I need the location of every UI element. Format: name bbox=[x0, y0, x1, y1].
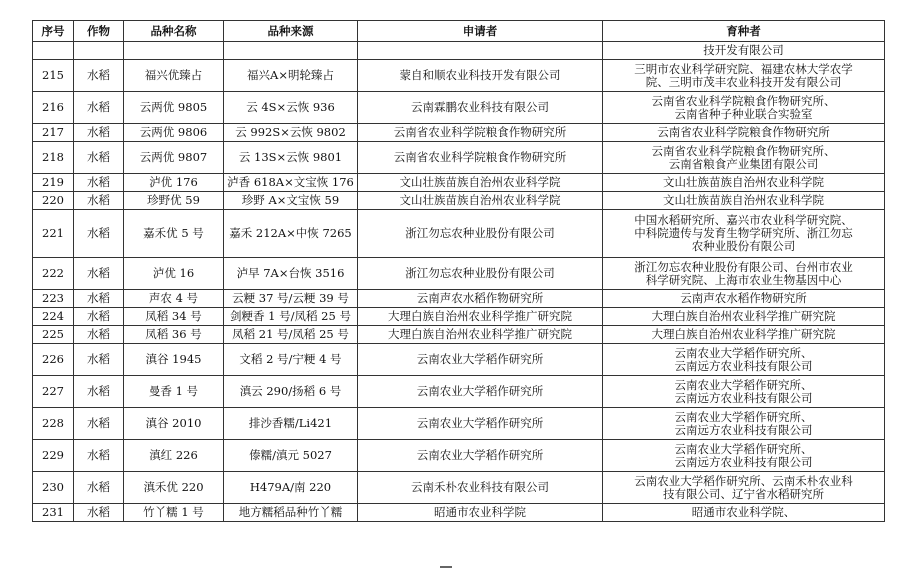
cell-variety-source: 排沙香糯/Li421 bbox=[224, 408, 358, 440]
table-row bbox=[33, 142, 885, 174]
cell-variety-name: 珍野优 59 bbox=[124, 192, 224, 210]
table-row bbox=[33, 408, 885, 440]
header-variety-name: 品种名称 bbox=[124, 21, 224, 42]
cell-variety-source: 福兴A×明轮臻占 bbox=[224, 60, 358, 92]
cell-variety-name: 云两优 9807 bbox=[124, 142, 224, 174]
cell-variety-source: 剑粳香 1 号/凤稻 25 号 bbox=[224, 308, 358, 326]
cell-crop: 水稻 bbox=[74, 472, 124, 504]
cell-variety-source: 云 992S×云恢 9802 bbox=[224, 124, 358, 142]
header-variety-source: 品种来源 bbox=[224, 21, 358, 42]
breeder-line: 科学研究院、上海市农业生物基因中心 bbox=[645, 272, 842, 287]
cell-crop: 水稻 bbox=[74, 290, 124, 308]
cell-applicant: 云南霖鹏农业科技有限公司 bbox=[358, 92, 603, 124]
breeder-line: 昭通市农业科学院、 bbox=[691, 505, 796, 519]
cell-number: 218 bbox=[33, 142, 74, 174]
breeder-line: 云南远方农业科技有限公司 bbox=[674, 422, 813, 437]
cell-number: 231 bbox=[33, 504, 74, 522]
cell-variety-name: 滇禾优 220 bbox=[124, 472, 224, 504]
breeder-line: 技有限公司、辽宁省水稻研究所 bbox=[663, 486, 824, 501]
table-row bbox=[33, 174, 885, 192]
cell-breeder bbox=[603, 258, 885, 290]
cell-variety-name: 泸优 176 bbox=[124, 174, 224, 192]
cell-applicant: 云南农业大学稻作研究所 bbox=[358, 408, 603, 440]
cell-variety-source: 文稻 2 号/宁粳 4 号 bbox=[224, 344, 358, 376]
cell-variety-name: 云两优 9806 bbox=[124, 124, 224, 142]
cell-variety-name: 云两优 9805 bbox=[124, 92, 224, 124]
cell-variety-name bbox=[124, 42, 224, 60]
cell-variety-source: 地方糯稻品种竹丫糯 bbox=[224, 504, 358, 522]
cell-variety-name: 福兴优臻占 bbox=[124, 60, 224, 92]
cell-crop: 水稻 bbox=[74, 192, 124, 210]
cell-number: 223 bbox=[33, 290, 74, 308]
table-row bbox=[33, 376, 885, 408]
cell-breeder bbox=[603, 472, 885, 504]
cell-variety-source: 泸香 618A×文宝恢 176 bbox=[224, 174, 358, 192]
cell-variety-name: 竹丫糯 1 号 bbox=[124, 504, 224, 522]
cell-applicant: 大理白族自治州农业科学推广研究院 bbox=[358, 308, 603, 326]
cell-breeder bbox=[603, 42, 885, 60]
breeder-line: 中科院遗传与发育生物学研究所、浙江勿忘 bbox=[634, 226, 853, 240]
breeder-line: 云南省种子种业联合实验室 bbox=[674, 106, 813, 121]
header-breeder: 育种者 bbox=[603, 21, 885, 42]
cell-number: 222 bbox=[33, 258, 74, 290]
cell-variety-source: 凤稻 21 号/凤稻 25 号 bbox=[224, 326, 358, 344]
cell-number: 225 bbox=[33, 326, 74, 344]
table-row bbox=[33, 124, 885, 142]
breeder-line: 文山壮族苗族自治州农业科学院 bbox=[663, 175, 824, 189]
breeder-line: 云南远方农业科技有限公司 bbox=[674, 390, 813, 405]
table-row bbox=[33, 258, 885, 290]
cell-breeder bbox=[603, 308, 885, 326]
cell-applicant: 云南禾朴农业科技有限公司 bbox=[358, 472, 603, 504]
cell-breeder bbox=[603, 142, 885, 174]
table-header-row bbox=[33, 21, 885, 42]
cell-breeder bbox=[603, 440, 885, 472]
breeder-line: 云南农业大学稻作研究所、云南禾朴农业科 bbox=[634, 473, 853, 488]
cell-crop: 水稻 bbox=[74, 258, 124, 290]
cell-number: 219 bbox=[33, 174, 74, 192]
cell-variety-source: 云 13S×云恢 9801 bbox=[224, 142, 358, 174]
cell-variety-source: 珍野 A×文宝恢 59 bbox=[224, 192, 358, 210]
table-row bbox=[33, 42, 885, 60]
cell-variety-source: 傣糯/滇元 5027 bbox=[224, 440, 358, 472]
cell-applicant: 文山壮族苗族自治州农业科学院 bbox=[358, 174, 603, 192]
cell-applicant: 云南省农业科学院粮食作物研究所 bbox=[358, 124, 603, 142]
cell-crop: 水稻 bbox=[74, 142, 124, 174]
cell-crop: 水稻 bbox=[74, 376, 124, 408]
cell-breeder bbox=[603, 290, 885, 308]
cell-variety-source bbox=[224, 42, 358, 60]
table-body bbox=[33, 42, 885, 522]
cell-crop: 水稻 bbox=[74, 344, 124, 376]
table-row bbox=[33, 92, 885, 124]
cell-variety-name: 滇谷 2010 bbox=[124, 408, 224, 440]
cell-applicant: 文山壮族苗族自治州农业科学院 bbox=[358, 192, 603, 210]
header-number: 序号 bbox=[33, 21, 74, 42]
cell-breeder bbox=[603, 344, 885, 376]
table-row bbox=[33, 504, 885, 522]
table-row bbox=[33, 344, 885, 376]
table-row bbox=[33, 290, 885, 308]
breeder-line: 云南远方农业科技有限公司 bbox=[674, 454, 813, 469]
breeder-line: 文山壮族苗族自治州农业科学院 bbox=[663, 193, 824, 207]
table-row bbox=[33, 210, 885, 258]
cell-breeder bbox=[603, 192, 885, 210]
breeder-line: 云南省农业科学院粮食作物研究所、 bbox=[651, 93, 836, 108]
cell-variety-source: 云粳 37 号/云粳 39 号 bbox=[224, 290, 358, 308]
cell-number: 229 bbox=[33, 440, 74, 472]
cell-number: 217 bbox=[33, 124, 74, 142]
cell-variety-source: 嘉禾 212A×中恢 7265 bbox=[224, 210, 358, 258]
cell-number: 230 bbox=[33, 472, 74, 504]
cell-applicant: 云南声农水稻作物研究所 bbox=[358, 290, 603, 308]
cell-number: 228 bbox=[33, 408, 74, 440]
cell-applicant: 大理白族自治州农业科学推广研究院 bbox=[358, 326, 603, 344]
cell-variety-name: 滇红 226 bbox=[124, 440, 224, 472]
breeder-line: 三明市农业科学研究院、福建农林大学农学 bbox=[634, 61, 853, 76]
cell-breeder bbox=[603, 326, 885, 344]
cell-applicant: 浙江勿忘农种业股份有限公司 bbox=[358, 258, 603, 290]
cell-crop: 水稻 bbox=[74, 174, 124, 192]
cell-variety-name: 凤稻 34 号 bbox=[124, 308, 224, 326]
breeder-line: 大理白族自治州农业科学推广研究院 bbox=[651, 309, 836, 323]
cell-applicant: 蒙自和顺农业科技开发有限公司 bbox=[358, 60, 603, 92]
cell-crop: 水稻 bbox=[74, 440, 124, 472]
breeder-line: 云南远方农业科技有限公司 bbox=[674, 358, 813, 373]
table-row bbox=[33, 308, 885, 326]
cell-number: 221 bbox=[33, 210, 74, 258]
table-row bbox=[33, 326, 885, 344]
cell-breeder bbox=[603, 92, 885, 124]
cell-breeder bbox=[603, 174, 885, 192]
breeder-line: 中国水稻研究所、嘉兴市农业科学研究院、 bbox=[634, 213, 853, 227]
breeder-line: 院、三明市茂丰农业科技开发有限公司 bbox=[645, 74, 842, 89]
table-row bbox=[33, 192, 885, 210]
cell-crop bbox=[74, 42, 124, 60]
breeder-line: 浙江勿忘农种业股份有限公司、台州市农业 bbox=[634, 259, 853, 274]
cell-applicant: 浙江勿忘农种业股份有限公司 bbox=[358, 210, 603, 258]
header-crop: 作物 bbox=[74, 21, 124, 42]
breeder-line: 云南省粮食产业集团有限公司 bbox=[668, 156, 819, 171]
breeder-line: 云南省农业科学院粮食作物研究所 bbox=[657, 125, 830, 139]
cell-number: 227 bbox=[33, 376, 74, 408]
cell-breeder bbox=[603, 376, 885, 408]
cell-number: 216 bbox=[33, 92, 74, 124]
breeder-line: 云南农业大学稻作研究所、 bbox=[674, 409, 813, 424]
cell-crop: 水稻 bbox=[74, 124, 124, 142]
cell-variety-name: 泸优 16 bbox=[124, 258, 224, 290]
table-row bbox=[33, 472, 885, 504]
cell-variety-source: 泸早 7A×台恢 3516 bbox=[224, 258, 358, 290]
cell-variety-source: 云 4S×云恢 936 bbox=[224, 92, 358, 124]
cell-applicant: 云南农业大学稻作研究所 bbox=[358, 376, 603, 408]
header-applicant: 申请者 bbox=[358, 21, 603, 42]
cell-crop: 水稻 bbox=[74, 408, 124, 440]
cell-number: 226 bbox=[33, 344, 74, 376]
cell-crop: 水稻 bbox=[74, 308, 124, 326]
breeder-line: 云南农业大学稻作研究所、 bbox=[674, 377, 813, 392]
cell-applicant bbox=[358, 42, 603, 60]
cell-crop: 水稻 bbox=[74, 504, 124, 522]
breeder-line: 农种业股份有限公司 bbox=[691, 239, 796, 253]
cell-number: 220 bbox=[33, 192, 74, 210]
variety-table bbox=[32, 20, 885, 522]
cell-breeder bbox=[603, 60, 885, 92]
cell-crop: 水稻 bbox=[74, 60, 124, 92]
cell-number bbox=[33, 42, 74, 60]
cell-applicant: 云南农业大学稻作研究所 bbox=[358, 344, 603, 376]
breeder-line: 云南省农业科学院粮食作物研究所、 bbox=[651, 143, 836, 158]
cell-breeder bbox=[603, 210, 885, 258]
cell-breeder bbox=[603, 408, 885, 440]
cell-applicant: 云南农业大学稻作研究所 bbox=[358, 440, 603, 472]
cell-crop: 水稻 bbox=[74, 326, 124, 344]
cell-variety-name: 凤稻 36 号 bbox=[124, 326, 224, 344]
cell-number: 224 bbox=[33, 308, 74, 326]
page-edge-mark bbox=[440, 566, 452, 568]
breeder-line: 大理白族自治州农业科学推广研究院 bbox=[651, 327, 836, 341]
table-row bbox=[33, 60, 885, 92]
cell-applicant: 昭通市农业科学院 bbox=[358, 504, 603, 522]
cell-variety-name: 声农 4 号 bbox=[124, 290, 224, 308]
breeder-line: 技开发有限公司 bbox=[703, 43, 784, 57]
cell-variety-source: H479A/南 220 bbox=[224, 472, 358, 504]
cell-number: 215 bbox=[33, 60, 74, 92]
cell-variety-name: 滇谷 1945 bbox=[124, 344, 224, 376]
cell-variety-name: 嘉禾优 5 号 bbox=[124, 210, 224, 258]
table-row bbox=[33, 440, 885, 472]
cell-crop: 水稻 bbox=[74, 92, 124, 124]
breeder-line: 云南农业大学稻作研究所、 bbox=[674, 345, 813, 360]
cell-variety-source: 滇云 290/扬稻 6 号 bbox=[224, 376, 358, 408]
cell-breeder bbox=[603, 124, 885, 142]
cell-applicant: 云南省农业科学院粮食作物研究所 bbox=[358, 142, 603, 174]
cell-variety-name: 曼香 1 号 bbox=[124, 376, 224, 408]
breeder-line: 云南声农水稻作物研究所 bbox=[680, 291, 807, 305]
cell-breeder bbox=[603, 504, 885, 522]
cell-crop: 水稻 bbox=[74, 210, 124, 258]
breeder-line: 云南农业大学稻作研究所、 bbox=[674, 441, 813, 456]
